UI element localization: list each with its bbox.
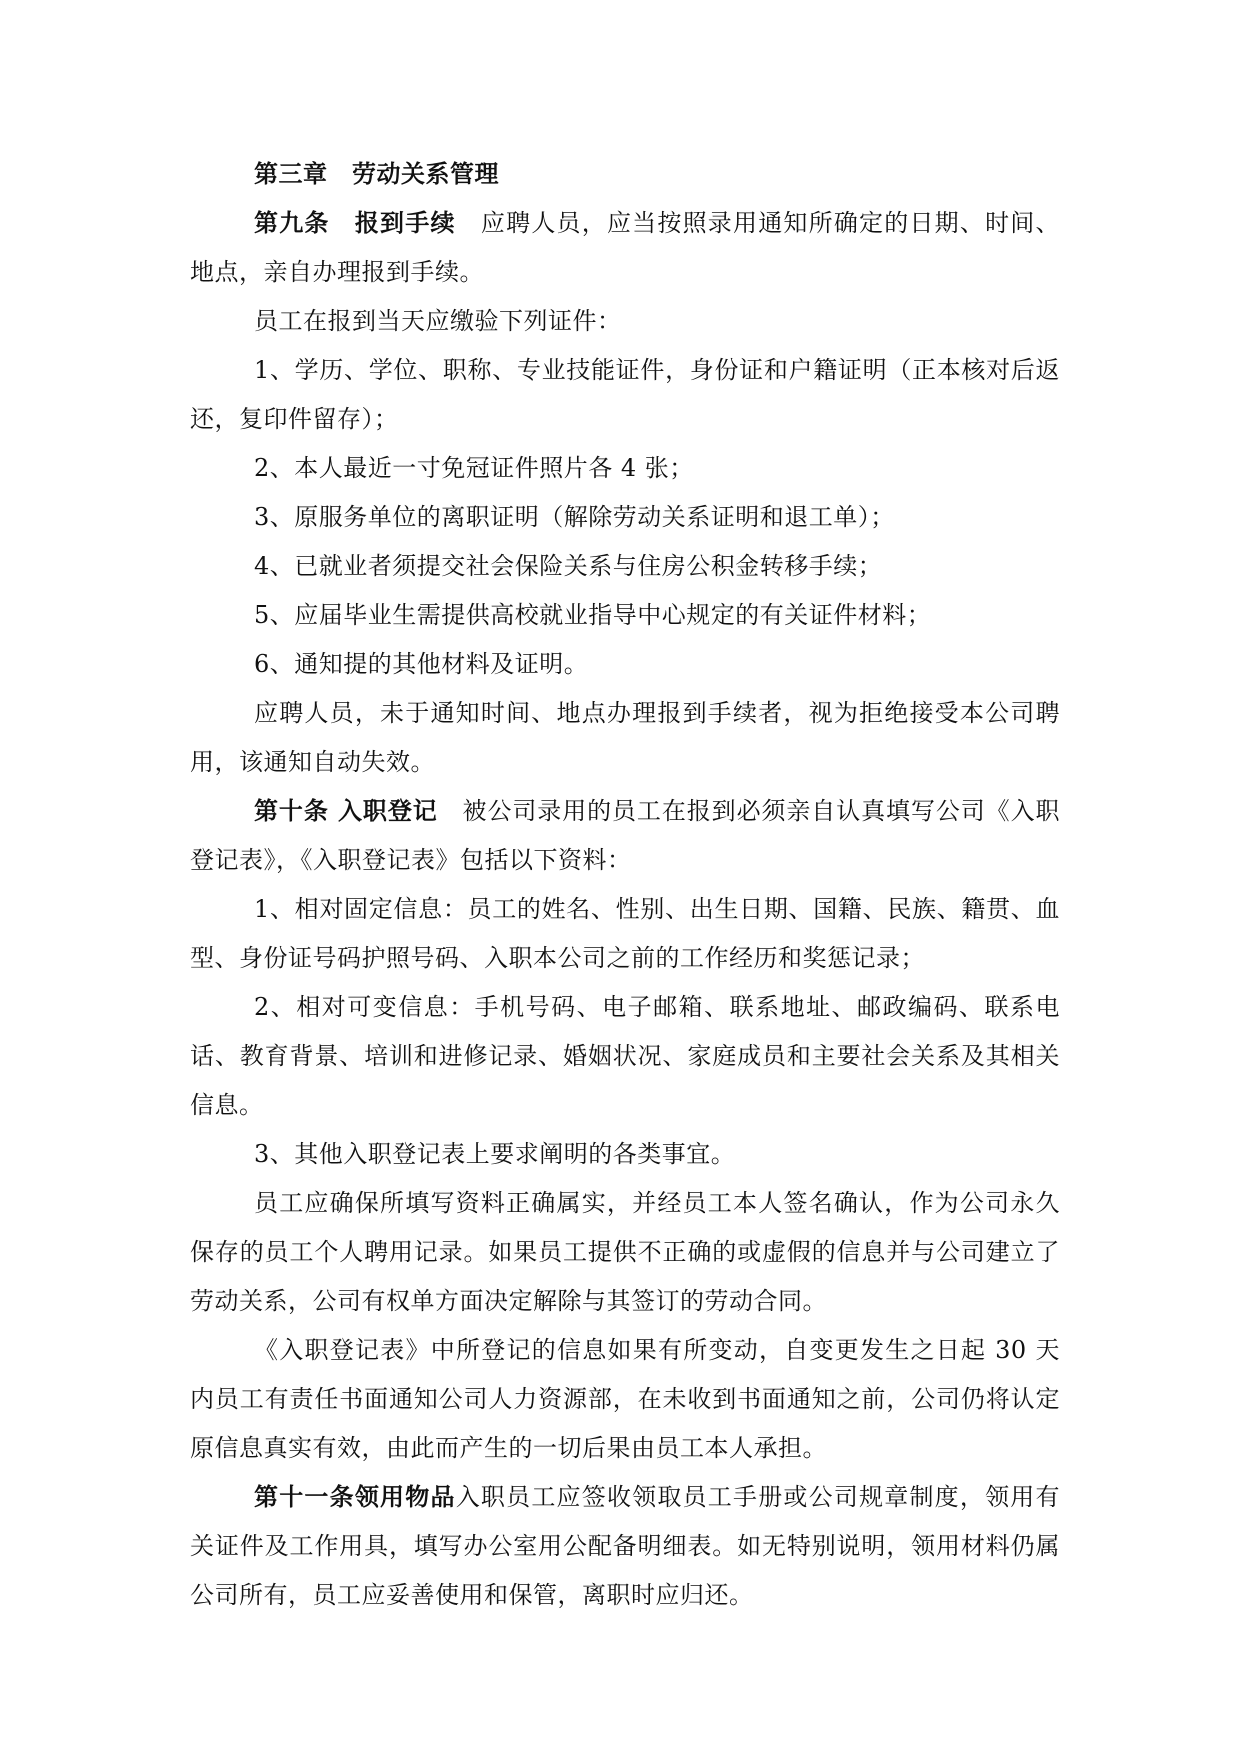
article-9-heading: 第九条 报到手续: [254, 209, 456, 237]
article-9-item-3: 3、原服务单位的离职证明（解除劳动关系证明和退工单）；: [254, 503, 895, 531]
article-11-paragraph: [190, 1473, 1060, 1620]
article-10-text: 被公司录用的员工在报到必须亲自认真填写公司《入职登记表》，《入职登记表》包括以下资料：: [190, 797, 1060, 874]
document-page: [190, 150, 1060, 1620]
article-10-item-2: 2、相对可变信息：手机号码、电子邮箱、联系地址、邮政编码、联系电话、教育背景、培训和进修记录、婚姻状况、家庭成员和主要社会关系及其相关信息。: [190, 993, 1060, 1119]
article-9-text: 应聘人员，应当按照录用通知所确定的日期、时间、地点，亲自办理报到手续。: [190, 209, 1061, 286]
article-9-closing: 应聘人员，未于通知时间、地点办理报到手续者，视为拒绝接受本公司聘用，该通知自动失效。: [190, 699, 1060, 776]
article-9-paragraph: [190, 199, 1060, 297]
article-10-heading: 第十条 入职登记: [254, 797, 438, 825]
article-10-item-1: 1、相对固定信息：员工的姓名、性别、出生日期、国籍、民族、籍贯、血型、身份证号码护照号码、入职本公司之前的工作经历和奖惩记录；: [190, 895, 1060, 972]
article-9-item-6: 6、通知提的其他材料及证明。: [254, 650, 589, 678]
article-10-para-1: 员工应确保所填写资料正确属实，并经员工本人签名确认，作为公司永久保存的员工个人聘用记录。如果员工提供不正确的或虚假的信息并与公司建立了劳动关系，公司有权单方面决定解除与其签订的劳动合同。: [190, 1189, 1060, 1315]
article-9-item-4: 4、已就业者须提交社会保险关系与住房公积金转移手续；: [254, 552, 883, 580]
article-10-paragraph: [190, 787, 1060, 885]
article-9-intro: 员工在报到当天应缴验下列证件：: [254, 307, 622, 335]
article-9-item-5: 5、应届毕业生需提供高校就业指导中心规定的有关证件材料；: [254, 601, 932, 629]
article-9-item-2: 2、本人最近一寸免冠证件照片各 4 张；: [254, 454, 694, 482]
chapter-title: 第三章 劳动关系管理: [254, 160, 499, 188]
article-11-heading: 第十一条领用物品: [254, 1483, 456, 1511]
article-10-para-2: 《入职登记表》中所登记的信息如果有所变动，自变更发生之日起 30 天内员工有责任书面通知公司人力资源部，在未收到书面通知之前，公司仍将认定原信息真实有效，由此而产生的一切后果由员工本人承担。: [190, 1336, 1060, 1462]
article-9-item-1: 1、学历、学位、职称、专业技能证件，身份证和户籍证明（正本核对后返还，复印件留存）；: [190, 356, 1060, 433]
article-11-text: 入职员工应签收领取员工手册或公司规章制度，领用有关证件及工作用具，填写办公室用公配备明细表。如无特别说明，领用材料仍属公司所有，员工应妥善使用和保管，离职时应归还。: [190, 1483, 1061, 1609]
article-10-item-3: 3、其他入职登记表上要求阐明的各类事宜。: [254, 1140, 736, 1168]
